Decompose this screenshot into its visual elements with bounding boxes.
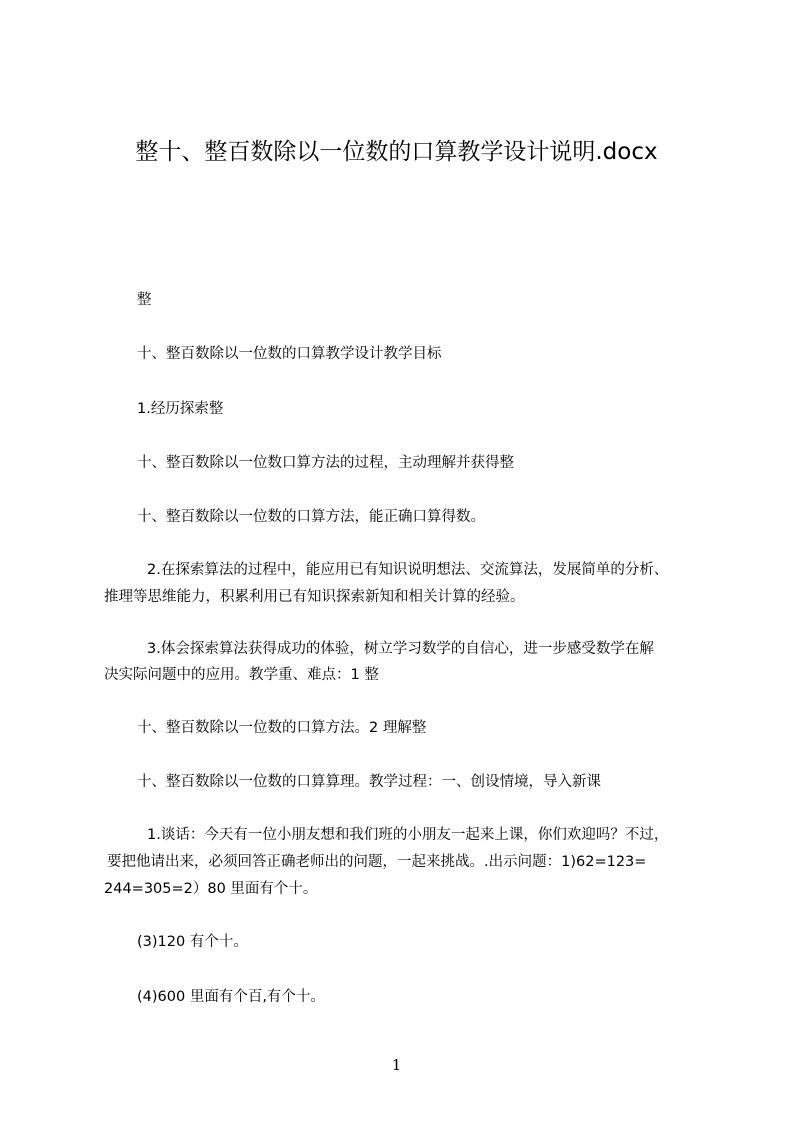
paragraph-objective-3-line-2: 决实际问题中的应用。教学重、难点：1 整 bbox=[104, 667, 379, 683]
paragraph-objective-1-end: 十、整百数除以一位数的口算方法，能正确口算得数。 bbox=[137, 509, 485, 525]
page-number: 1 bbox=[391, 1056, 402, 1074]
paragraph-question-4: (4)600 里面有个百,有个十。 bbox=[137, 989, 325, 1005]
paragraph-objectives-heading: 十、整百数除以一位数的口算教学设计教学目标 bbox=[137, 346, 442, 362]
paragraph-talk-line-2: 要把他请出来，必须回答正确老师出的问题，一起来挑战。.出示问题：1)62=123= bbox=[107, 854, 647, 870]
paragraph-talk-line-3: 244=305=2）80 里面有个十。 bbox=[104, 881, 318, 897]
document-title: 整十、整百数除以一位数的口算教学设计说明.docx bbox=[135, 139, 658, 165]
paragraph-objective-3-line-1: 3.体会探索算法获得成功的体验，树立学习数学的自信心，进一步感受数学在解 bbox=[147, 641, 654, 657]
paragraph-objective-2-line-1: 2.在探索算法的过程中，能应用已有知识说明想法、交流算法，发展简单的分析、 bbox=[147, 562, 669, 578]
paragraph-teaching-process: 十、整百数除以一位数的口算算理。教学过程：一、创设情境，导入新课 bbox=[137, 774, 601, 790]
paragraph-objective-2-line-2: 推理等思维能力，积累利用已有知识探索新知和相关计算的经验。 bbox=[104, 589, 525, 605]
paragraph-key-points: 十、整百数除以一位数的口算方法。2 理解整 bbox=[137, 720, 427, 736]
paragraph-heading-start: 整 bbox=[137, 292, 152, 308]
paragraph-talk-line-1: 1.谈话：今天有一位小朋友想和我们班的小朋友一起来上课，你们欢迎吗？不过， bbox=[147, 827, 669, 843]
paragraph-objective-1-start: 1.经历探索整 bbox=[137, 401, 224, 417]
paragraph-objective-1-cont: 十、整百数除以一位数口算方法的过程，主动理解并获得整 bbox=[137, 455, 514, 471]
paragraph-question-3: (3)120 有个十。 bbox=[137, 934, 248, 950]
